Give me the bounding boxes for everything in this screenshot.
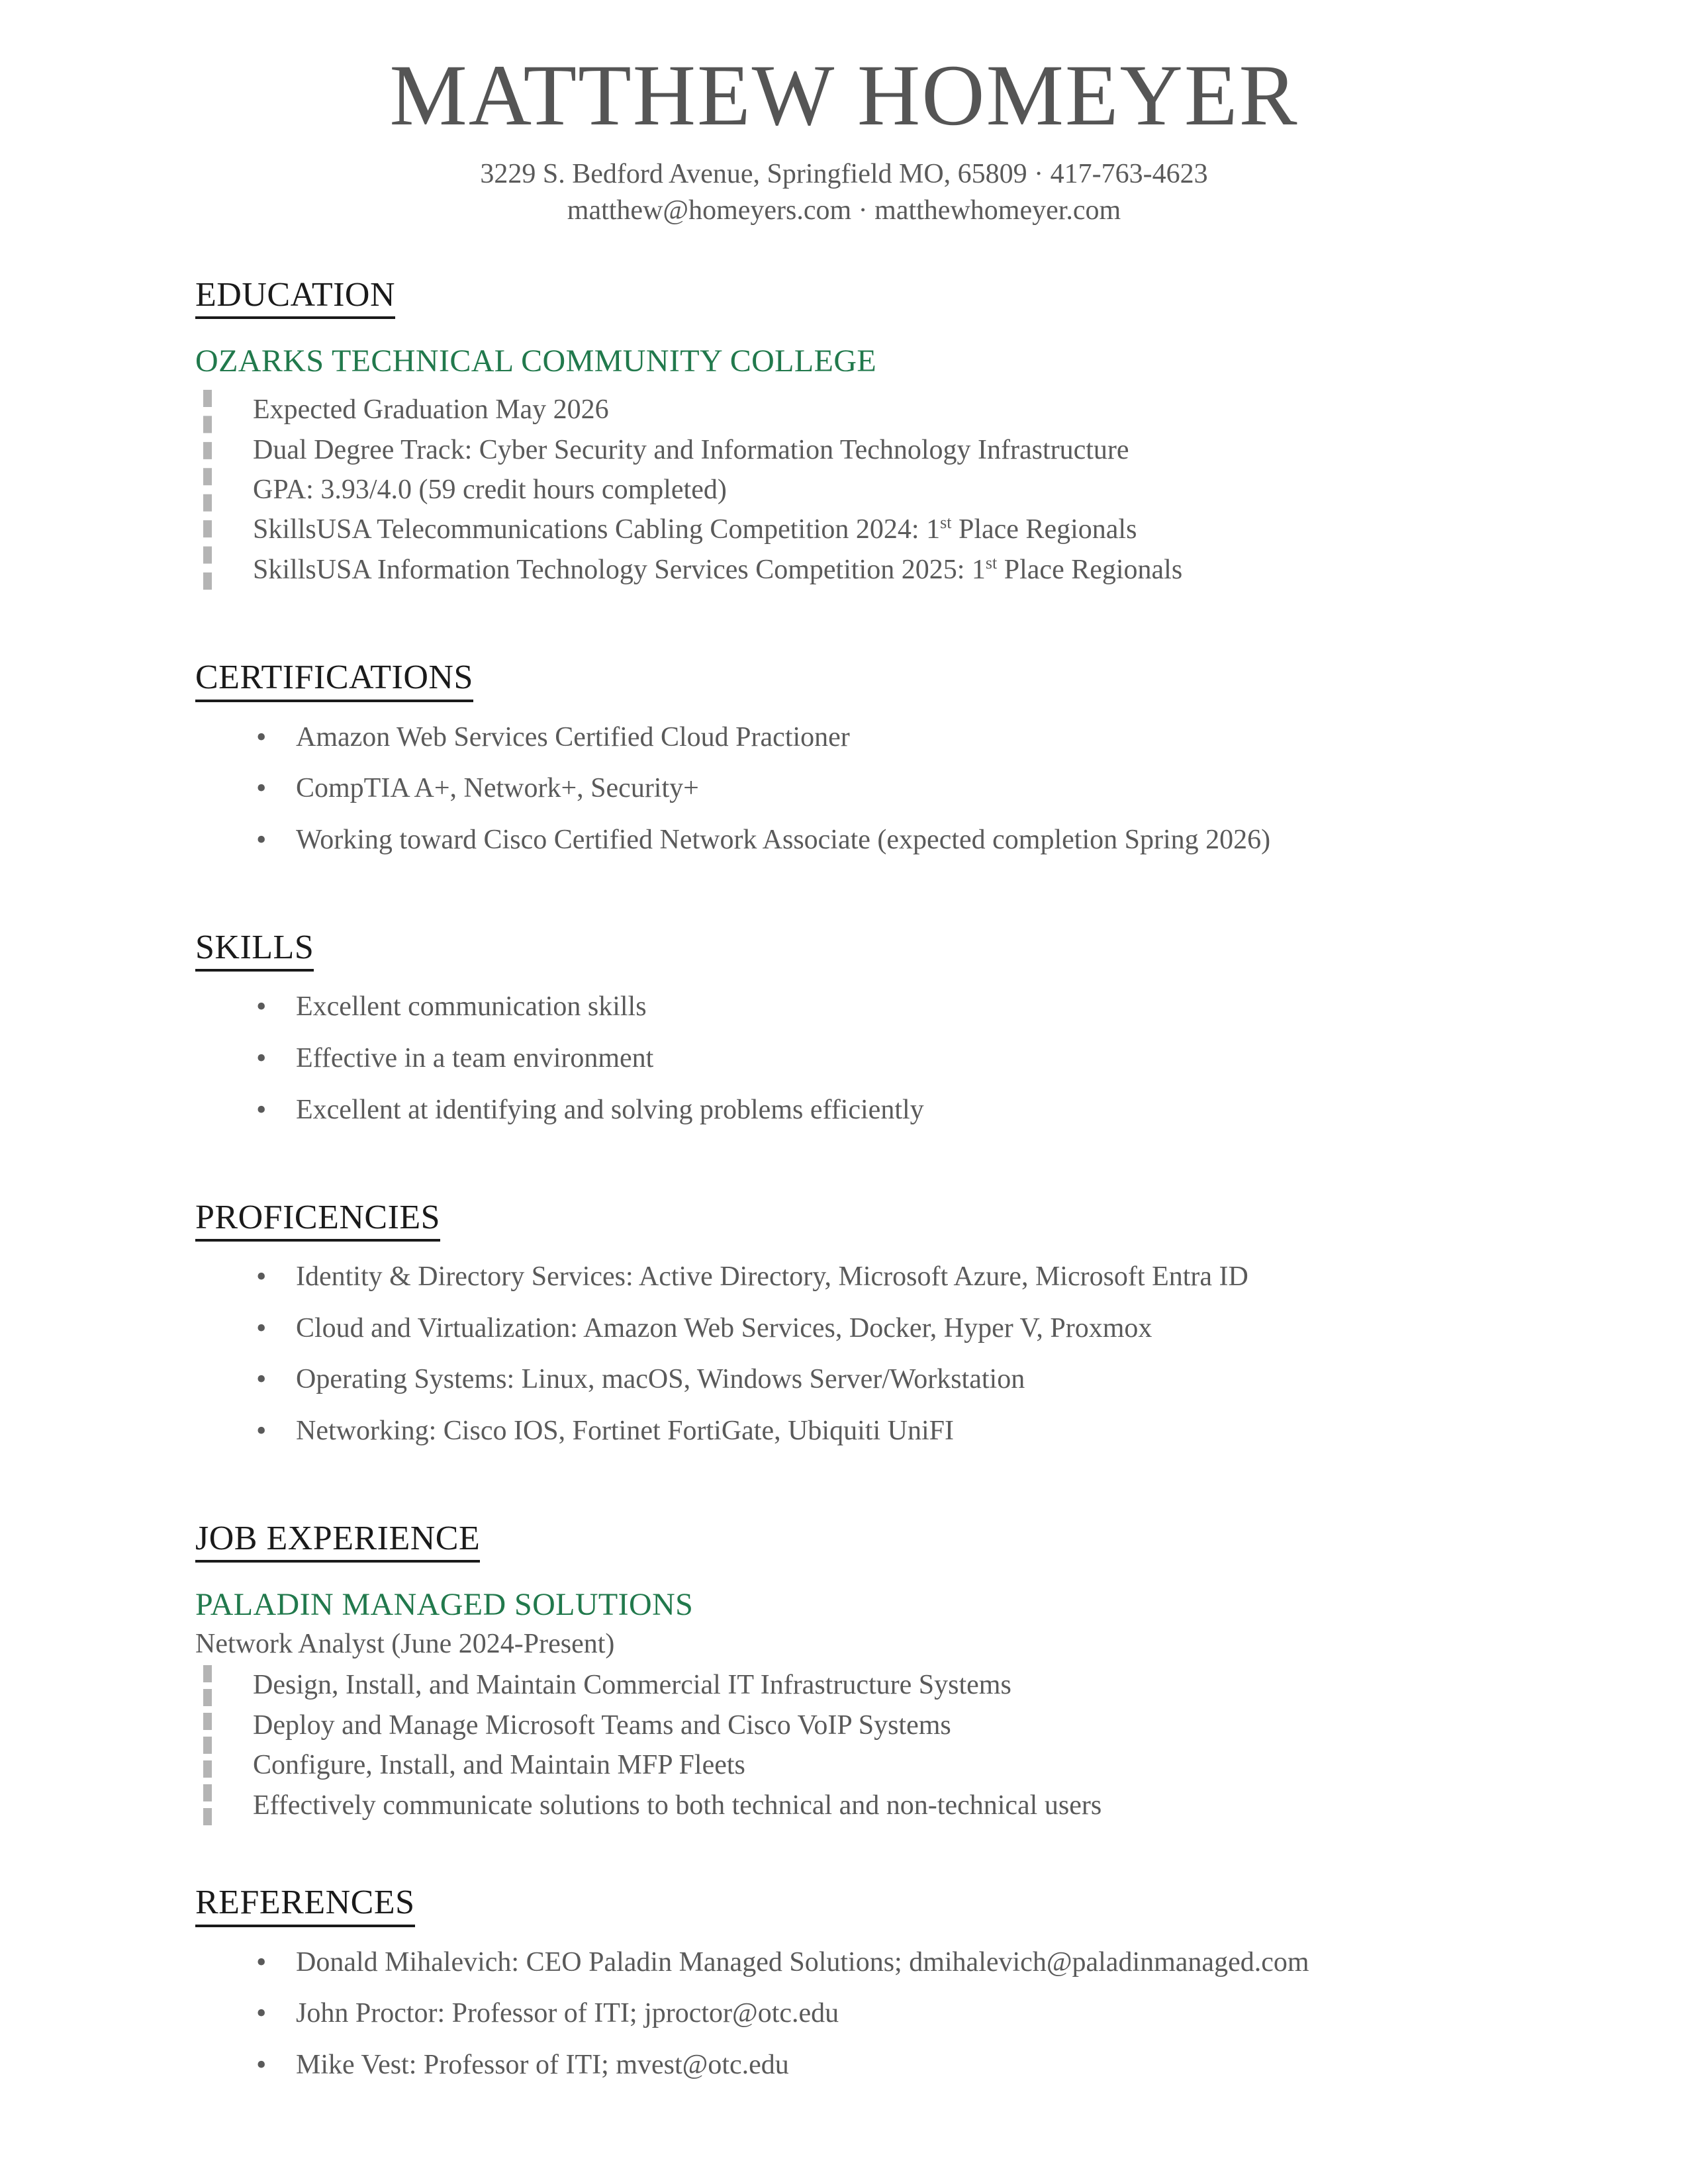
reference-list-item: • Mike Vest: Professor of ITI; mvest@otc.edu <box>195 2046 1529 2085</box>
certification-list-item: • Amazon Web Services Certified Cloud Practioner <box>195 718 1529 757</box>
section-education <box>195 276 1529 590</box>
proficiencies-list <box>195 1257 1529 1451</box>
proficiency-list-item: • Identity & Directory Services: Active Directory, Microsoft Azure, Microsoft Entra ID <box>195 1257 1529 1297</box>
page-title: MATTHEW HOMEYER <box>389 46 1299 144</box>
education-list-item: SkillsUSA Telecommunications Cabling Competition 2024: 1st Place Regionals <box>253 513 1137 545</box>
section-heading-proficiencies: PROFICENCIES <box>195 1199 440 1242</box>
skill-list-item: • Effective in a team environment <box>195 1039 1529 1078</box>
section-job-experience <box>195 1520 1529 1825</box>
education-list-item: GPA: 3.93/4.0 (59 credit hours completed) <box>253 474 727 505</box>
skill-list-item: • Excellent at identifying and solving problems efficiently <box>195 1091 1529 1130</box>
proficiency-list-item: • Operating Systems: Linux, macOS, Windows Server/Workstation <box>195 1360 1529 1399</box>
education-list-item: Expected Graduation May 2026 <box>253 394 609 426</box>
job-duty-list-item: Configure, Install, and Maintain MFP Fleets <box>253 1750 745 1781</box>
contact-email-website: matthew@homeyers.com · matthewhomeyer.com <box>567 195 1121 226</box>
job-duty-list-item: Design, Install, and Maintain Commercial IT Infrastructure Systems <box>253 1670 1011 1701</box>
job-title: Network Analyst (June 2024-Present) <box>195 1628 615 1659</box>
job-duty-list-item: Deploy and Manage Microsoft Teams and Cisco VoIP Systems <box>253 1709 951 1741</box>
job-organization: PALADIN MANAGED SOLUTIONS <box>195 1587 694 1623</box>
reference-list-item: • John Proctor: Professor of ITI; jproctor@otc.edu <box>195 1994 1529 2033</box>
certifications-list <box>195 718 1529 860</box>
skill-list-item: • Excellent communication skills <box>195 987 1529 1026</box>
section-heading-education: EDUCATION <box>195 276 395 319</box>
resume-header <box>0 0 1688 228</box>
section-references <box>195 1884 1529 2085</box>
certification-list-item: • CompTIA A+, Network+, Security+ <box>195 769 1529 808</box>
section-heading-skills: SKILLS <box>195 929 314 972</box>
proficiency-list-item: • Cloud and Virtualization: Amazon Web Services, Docker, Hyper V, Proxmox <box>195 1309 1529 1348</box>
ordinal-suffix: st <box>940 513 952 533</box>
contact-address-phone: 3229 S. Bedford Avenue, Springfield MO, 65809 · 417-763-4623 <box>480 159 1208 189</box>
section-heading-certifications: CERTIFICATIONS <box>195 659 473 702</box>
education-organization: OZARKS TECHNICAL COMMUNITY COLLEGE <box>195 343 877 379</box>
education-list-item: SkillsUSA Information Technology Services Competition 2025: 1st Place Regionals <box>253 553 1183 585</box>
job-duty-list-item: Effectively communicate solutions to both technical and non-technical users <box>253 1790 1102 1821</box>
resume-body <box>0 276 1688 2085</box>
reference-list-item: • Donald Mihalevich: CEO Paladin Managed Solutions; dmihalevich@paladinmanaged.com <box>195 1943 1529 1982</box>
section-skills <box>195 929 1529 1130</box>
proficiency-list-item: • Networking: Cisco IOS, Fortinet FortiGate, Ubiquiti UniFI <box>195 1412 1529 1451</box>
references-list <box>195 1943 1529 2085</box>
job-duties-list <box>203 1665 1529 1825</box>
certification-list-item: • Working toward Cisco Certified Network Associate (expected completion Spring 2026) <box>195 821 1529 860</box>
section-proficiencies <box>195 1199 1529 1451</box>
section-heading-references: REFERENCES <box>195 1884 415 1927</box>
section-heading-job-experience: JOB EXPERIENCE <box>195 1520 480 1563</box>
education-list <box>203 390 1529 590</box>
ordinal-suffix: st <box>985 553 998 572</box>
skills-list <box>195 987 1529 1129</box>
education-list-item: Dual Degree Track: Cyber Security and Information Technology Infrastructure <box>253 434 1129 465</box>
section-certifications <box>195 659 1529 860</box>
